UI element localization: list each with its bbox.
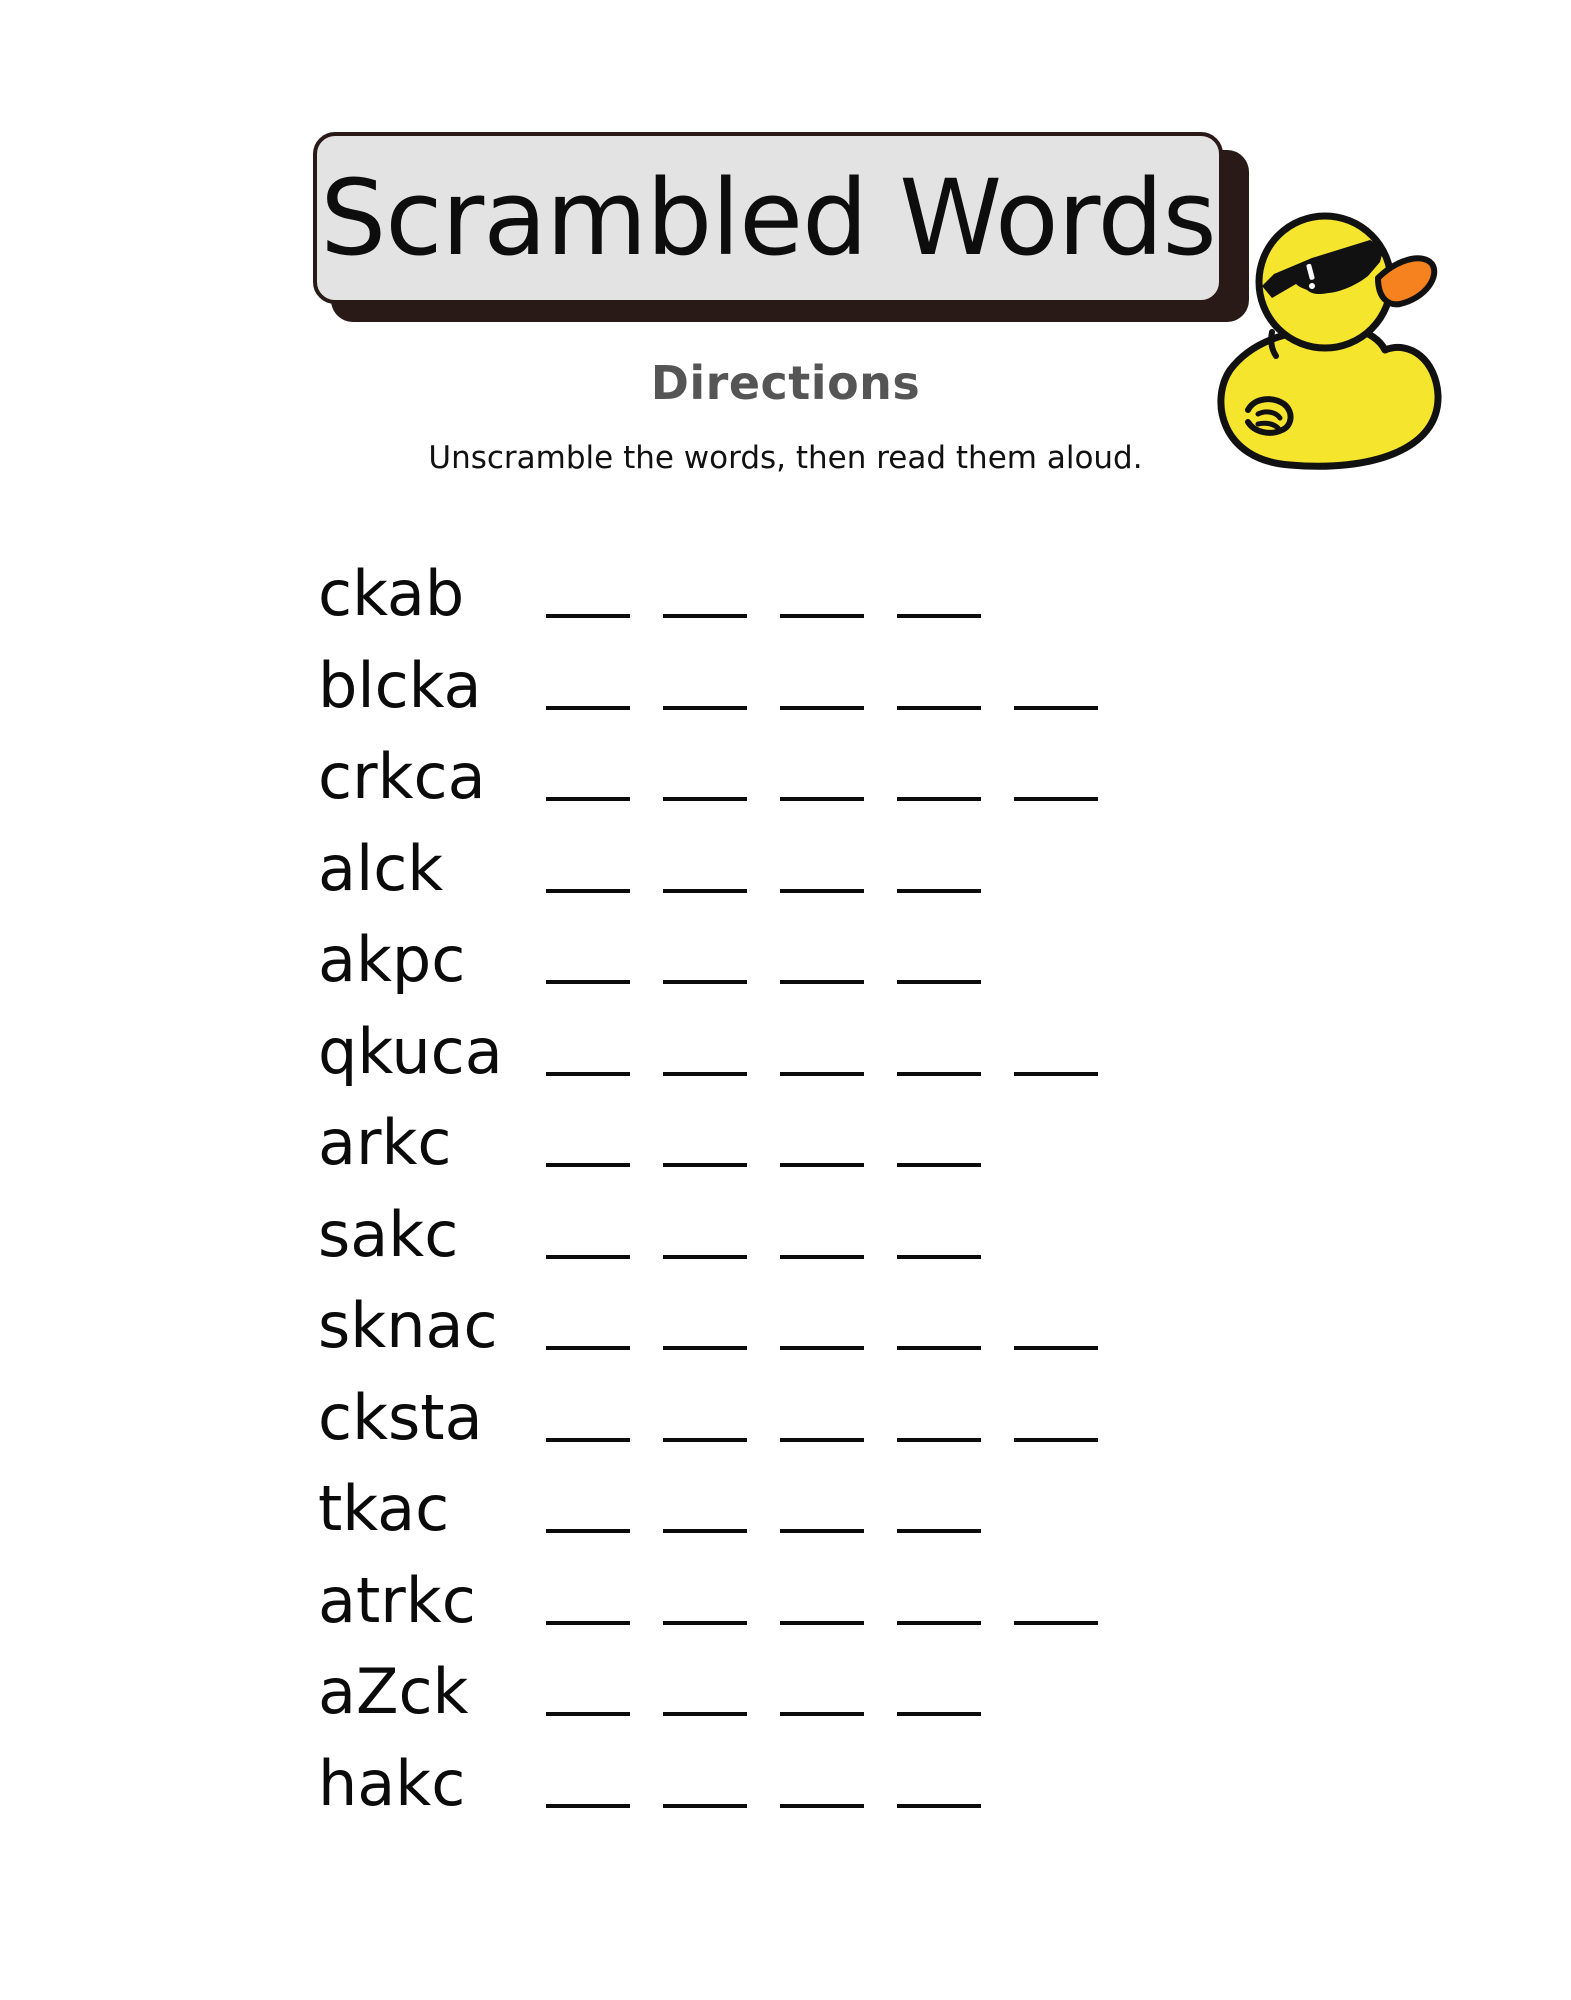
answer-blank-line — [897, 1804, 981, 1808]
answer-blank-line — [663, 889, 747, 893]
answer-blank-line — [546, 797, 630, 801]
scrambled-word: sknac — [318, 1289, 498, 1362]
scrambled-word: qkuca — [318, 1014, 503, 1088]
answer-blank-line — [780, 797, 864, 801]
answer-blank-line — [1014, 1438, 1098, 1442]
answer-blank-line — [663, 980, 747, 984]
answer-blank-line — [780, 1621, 864, 1625]
title-box — [313, 132, 1223, 304]
answer-blanks — [546, 1255, 981, 1259]
answer-blank-line — [546, 1346, 630, 1350]
answer-blank-line — [663, 706, 747, 710]
answer-blank-line — [897, 1072, 981, 1076]
answer-blanks — [546, 1163, 981, 1167]
answer-blank-line — [663, 1346, 747, 1350]
answer-blanks — [546, 706, 1098, 710]
scrambled-word-list — [318, 548, 1318, 1829]
answer-blank-line — [780, 1438, 864, 1442]
answer-blanks — [546, 1346, 1098, 1350]
word-row — [318, 1280, 1318, 1372]
scrambled-word: cksta — [318, 1380, 483, 1454]
word-row — [318, 640, 1318, 732]
answer-blank-line — [780, 1072, 864, 1076]
word-row — [318, 1189, 1318, 1281]
word-row — [318, 914, 1318, 1006]
answer-blanks — [546, 980, 981, 984]
answer-blank-line — [780, 614, 864, 618]
directions-text: Unscramble the words, then read them aloud. — [428, 440, 1143, 476]
answer-blank-line — [1014, 797, 1098, 801]
answer-blank-line — [897, 706, 981, 710]
answer-blank-line — [897, 1621, 981, 1625]
answer-blank-line — [663, 1804, 747, 1808]
scrambled-word: blcka — [318, 648, 482, 722]
scrambled-word: arkc — [318, 1106, 452, 1179]
word-row — [318, 548, 1318, 640]
answer-blank-line — [780, 1712, 864, 1716]
word-row — [318, 1463, 1318, 1555]
answer-blank-line — [663, 1438, 747, 1442]
answer-blank-line — [897, 1529, 981, 1533]
word-row — [318, 1097, 1318, 1189]
answer-blanks — [546, 1712, 981, 1716]
answer-blank-line — [546, 1255, 630, 1259]
scrambled-word: alck — [318, 831, 444, 905]
answer-blanks — [546, 1621, 1098, 1625]
answer-blank-line — [897, 1163, 981, 1167]
word-row — [318, 731, 1318, 823]
answer-blank-line — [1014, 1072, 1098, 1076]
answer-blank-line — [546, 1712, 630, 1716]
word-row — [318, 823, 1318, 915]
title-banner — [313, 132, 1253, 330]
scrambled-word: crkca — [318, 740, 486, 813]
answer-blank-line — [663, 1712, 747, 1716]
answer-blank-line — [546, 1529, 630, 1533]
word-row — [318, 1646, 1318, 1738]
word-row — [318, 1555, 1318, 1647]
answer-blank-line — [780, 980, 864, 984]
answer-blank-line — [897, 797, 981, 801]
answer-blanks — [546, 614, 981, 618]
answer-blank-line — [546, 1621, 630, 1625]
answer-blank-line — [546, 614, 630, 618]
answer-blanks — [546, 1438, 1098, 1442]
scrambled-word: aZck — [318, 1655, 469, 1728]
answer-blank-line — [897, 1438, 981, 1442]
answer-blank-line — [780, 1804, 864, 1808]
answer-blank-line — [663, 614, 747, 618]
page-title: Scrambled Words — [320, 157, 1216, 279]
answer-blanks — [546, 1804, 981, 1808]
answer-blank-line — [1014, 1621, 1098, 1625]
answer-blank-line — [1014, 706, 1098, 710]
answer-blank-line — [780, 1529, 864, 1533]
answer-blank-line — [897, 889, 981, 893]
scrambled-word: akpc — [318, 923, 466, 996]
answer-blank-line — [546, 889, 630, 893]
directions-heading: Directions — [650, 356, 921, 410]
scrambled-word: sakc — [318, 1197, 459, 1271]
answer-blank-line — [663, 1255, 747, 1259]
word-row — [318, 1006, 1318, 1098]
answer-blank-line — [897, 1346, 981, 1350]
scrambled-word: hakc — [318, 1746, 466, 1820]
word-row — [318, 1372, 1318, 1464]
answer-blank-line — [780, 706, 864, 710]
answer-blank-line — [897, 1255, 981, 1259]
answer-blank-line — [1014, 1346, 1098, 1350]
answer-blank-line — [897, 614, 981, 618]
answer-blank-line — [663, 1621, 747, 1625]
answer-blanks — [546, 797, 1098, 801]
answer-blank-line — [546, 706, 630, 710]
answer-blanks — [546, 1529, 981, 1533]
scrambled-word: ckab — [318, 557, 465, 630]
answer-blank-line — [780, 1163, 864, 1167]
answer-blank-line — [546, 1163, 630, 1167]
answer-blank-line — [663, 797, 747, 801]
scrambled-word: atrkc — [318, 1563, 476, 1637]
scrambled-word: tkac — [318, 1472, 450, 1545]
answer-blanks — [546, 1072, 1098, 1076]
answer-blank-line — [663, 1072, 747, 1076]
answer-blank-line — [897, 980, 981, 984]
answer-blank-line — [546, 1804, 630, 1808]
answer-blank-line — [546, 1072, 630, 1076]
answer-blank-line — [663, 1529, 747, 1533]
answer-blank-line — [780, 1346, 864, 1350]
answer-blank-line — [780, 889, 864, 893]
answer-blanks — [546, 889, 981, 893]
answer-blank-line — [546, 980, 630, 984]
answer-blank-line — [897, 1712, 981, 1716]
word-row — [318, 1738, 1318, 1830]
answer-blank-line — [780, 1255, 864, 1259]
answer-blank-line — [663, 1163, 747, 1167]
answer-blank-line — [546, 1438, 630, 1442]
duck-with-sunglasses-icon — [1200, 200, 1448, 480]
